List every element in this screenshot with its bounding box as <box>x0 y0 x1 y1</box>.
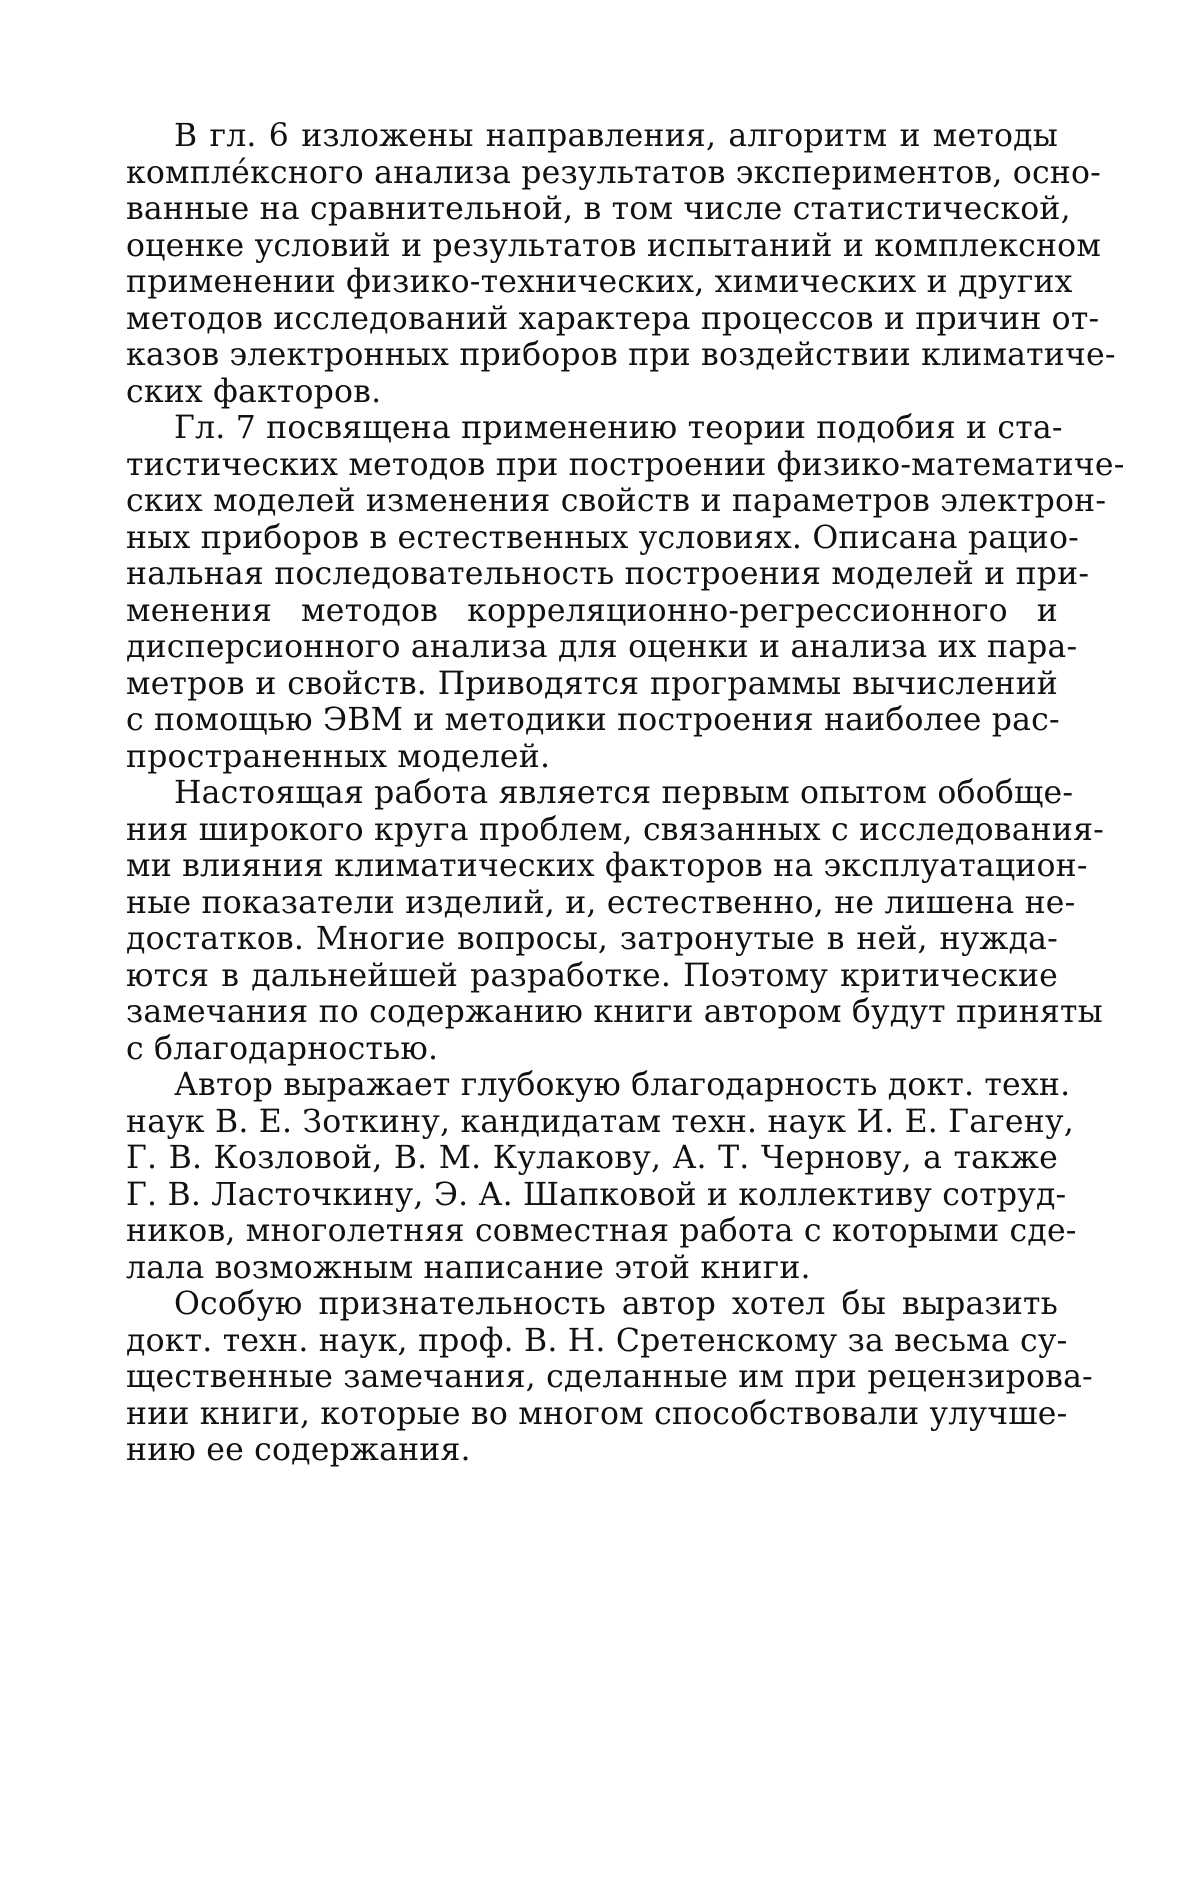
paragraph-4-line-6: лала возможным написание этой книги. <box>126 1250 1058 1287</box>
paragraph-3-line-1: Настоящая работа является первым опытом обобще- <box>126 775 1058 812</box>
paragraph-2-line-6: менения методов корреляционно-регрессионного и <box>126 593 1058 630</box>
paragraph-1-line-4: оценке условий и результатов испытаний и комплексном <box>126 228 1058 265</box>
paragraph-5-line-5: нию ее содержания. <box>126 1432 1058 1469</box>
paragraph-2-line-9: с помощью ЭВМ и методики построения наиболее рас- <box>126 702 1058 739</box>
paragraph-5-line-3: щественные замечания, сделанные им при рецензирова- <box>126 1359 1058 1396</box>
paragraph-1-line-8: ских факторов. <box>126 374 1058 411</box>
paragraph-1-line-1: В гл. 6 изложены направления, алгоритм и методы <box>126 118 1058 155</box>
paragraph-1-line-3: ванные на сравнительной, в том числе статистической, <box>126 191 1058 228</box>
paragraph-4-line-3: Г. В. Козловой, В. М. Кулакову, А. Т. Чернову, а также <box>126 1140 1058 1177</box>
paragraph-1-line-5: применении физико-технических, химических и других <box>126 264 1058 301</box>
paragraph-4-line-2: наук В. Е. Зоткину, кандидатам техн. наук И. Е. Гагену, <box>126 1104 1058 1141</box>
paragraph-3-line-5: достатков. Многие вопросы, затронутые в ней, нужда- <box>126 921 1058 958</box>
paragraph-3-line-6: ются в дальнейшей разработке. Поэтому критические <box>126 958 1058 995</box>
body-text <box>126 118 1058 1469</box>
paragraph-2-line-4: ных приборов в естественных условиях. Описана рацио- <box>126 520 1058 557</box>
paragraph-5-line-4: нии книги, которые во многом способствовали улучше- <box>126 1396 1058 1433</box>
paragraph-3-line-3: ми влияния климатических факторов на эксплуатацион- <box>126 848 1058 885</box>
paragraph-4-line-4: Г. В. Ласточкину, Э. А. Шапковой и коллективу сотруд- <box>126 1177 1058 1214</box>
paragraph-1-line-2: комплéксного анализа результатов экспериментов, осно- <box>126 155 1058 192</box>
paragraph-1-line-7: казов электронных приборов при воздействии климатиче- <box>126 337 1058 374</box>
paragraph-2-line-7: дисперсионного анализа для оценки и анализа их пара- <box>126 629 1058 666</box>
paragraph-5-line-1: Особую признательность автор хотел бы выразить <box>126 1286 1058 1323</box>
paragraph-2-line-2: тистических методов при построении физико-математиче- <box>126 447 1058 484</box>
paragraph-4-line-5: ников, многолетняя совместная работа с которыми сде- <box>126 1213 1058 1250</box>
paragraph-5-line-2: докт. техн. наук, проф. В. Н. Сретенскому за весьма су- <box>126 1323 1058 1360</box>
paragraph-2-line-8: метров и свойств. Приводятся программы вычислений <box>126 666 1058 703</box>
paragraph-2-line-5: нальная последовательность построения моделей и при- <box>126 556 1058 593</box>
paragraph-1-line-6: методов исследований характера процессов и причин от- <box>126 301 1058 338</box>
paragraph-3-line-8: с благодарностью. <box>126 1031 1058 1068</box>
document-page <box>0 0 1200 1880</box>
paragraph-2-line-1: Гл. 7 посвящена применению теории подобия и ста- <box>126 410 1058 447</box>
paragraph-3-line-7: замечания по содержанию книги автором будут приняты <box>126 994 1058 1031</box>
paragraph-3-line-2: ния широкого круга проблем, связанных с исследования- <box>126 812 1058 849</box>
paragraph-4-line-1: Автор выражает глубокую благодарность докт. техн. <box>126 1067 1058 1104</box>
paragraph-3-line-4: ные показатели изделий, и, естественно, не лишена не- <box>126 885 1058 922</box>
paragraph-2-line-10: пространенных моделей. <box>126 739 1058 776</box>
paragraph-2-line-3: ских моделей изменения свойств и параметров электрон- <box>126 483 1058 520</box>
